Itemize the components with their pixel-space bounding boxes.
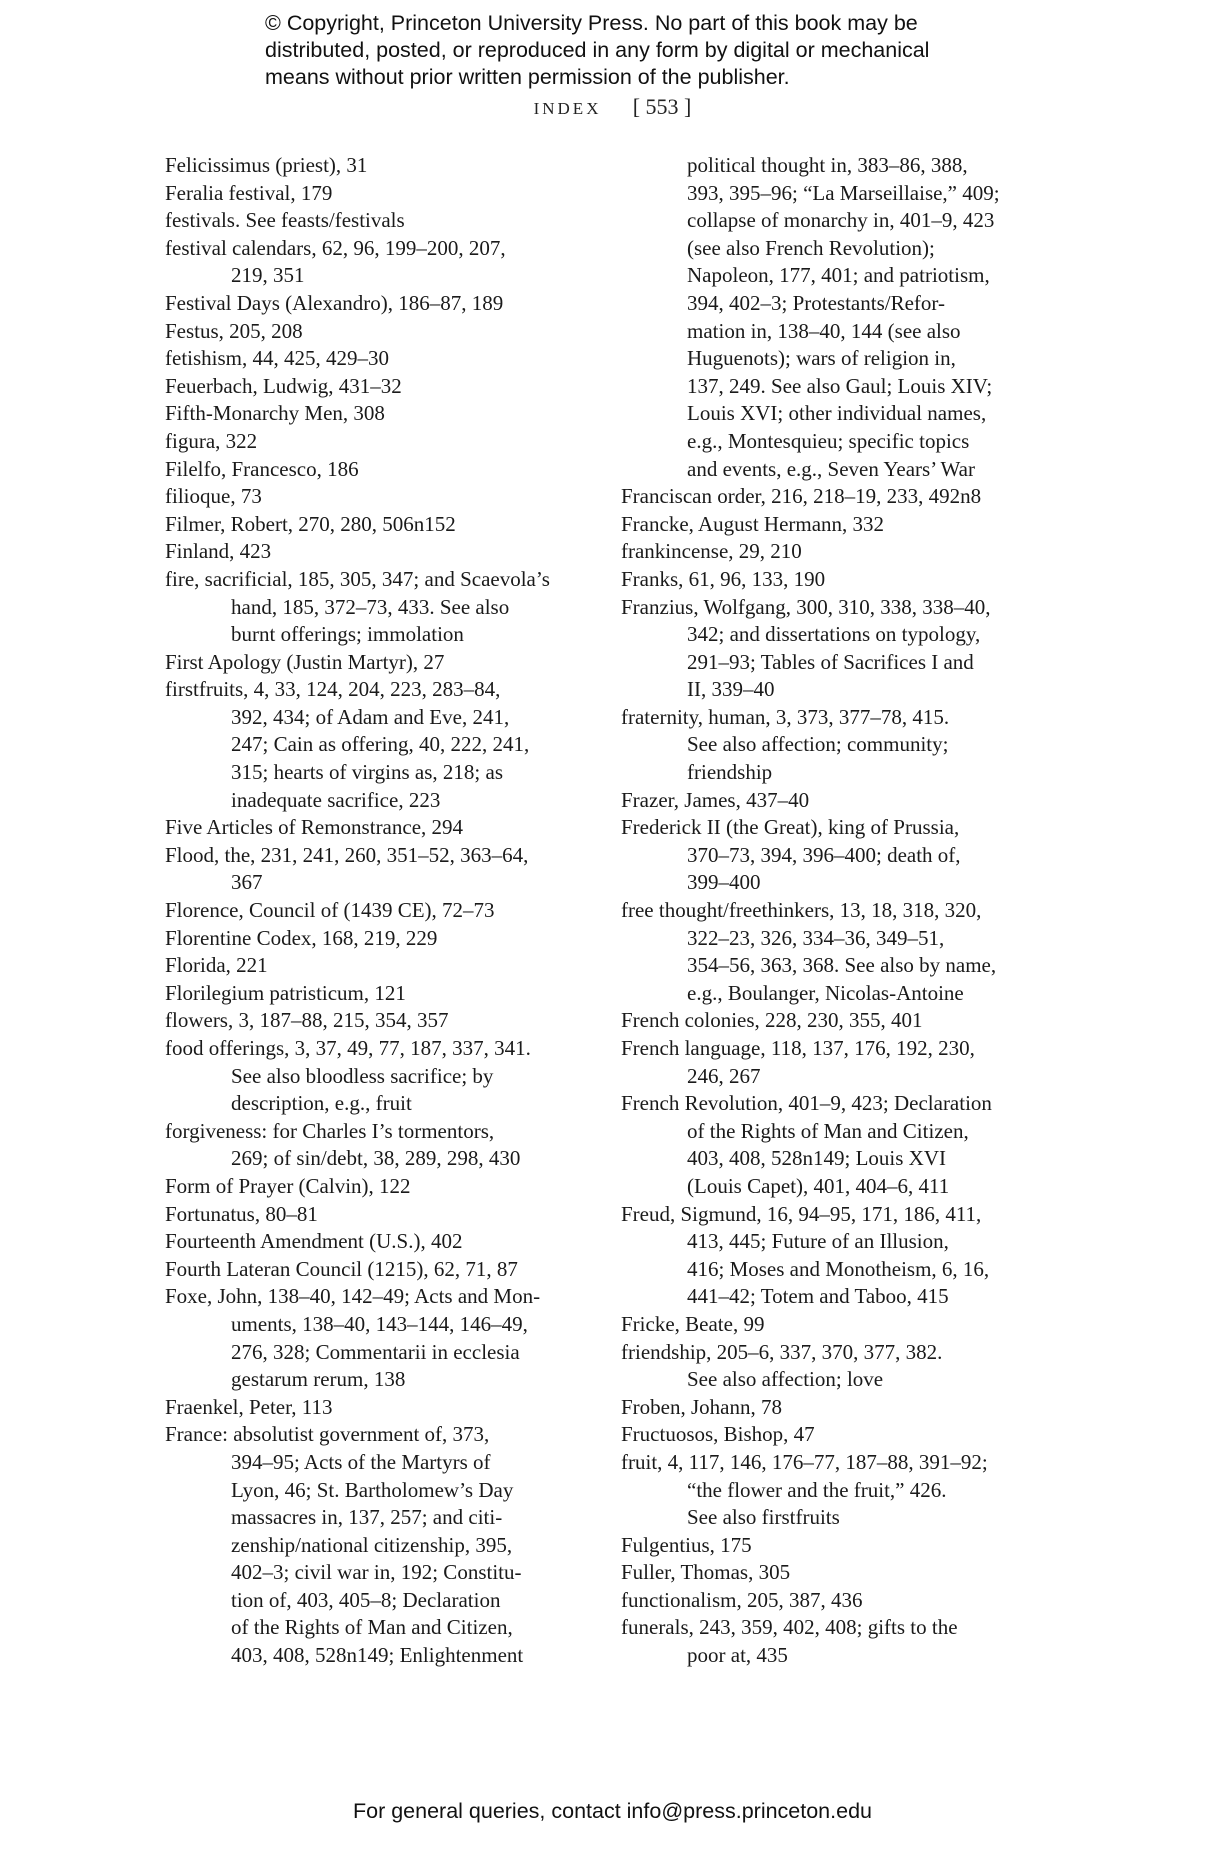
index-entry: France: absolutist government of, 373, xyxy=(165,1422,490,1447)
index-entry: free thought/freethinkers, 13, 18, 318, 320, xyxy=(621,898,982,923)
index-entry: Form of Prayer (Calvin), 122 xyxy=(165,1173,411,1198)
copyright-line: © Copyright, Princeton University Press. No part of this book may be xyxy=(265,11,918,35)
index-entry: Fulgentius, 175 xyxy=(621,1532,752,1557)
index-subline: zenship/national citizenship, 395, xyxy=(231,1532,513,1557)
index-subline: See also firstfruits xyxy=(687,1505,840,1530)
index-subline: 392, 434; of Adam and Eve, 241, xyxy=(231,704,510,729)
index-entry: fruit, 4, 117, 146, 176–77, 187–88, 391–92; xyxy=(621,1449,988,1474)
index-entry: Foxe, John, 138–40, 142–49; Acts and Mon- xyxy=(165,1284,541,1309)
index-entry: Franciscan order, 216, 218–19, 233, 492n8 xyxy=(621,484,982,509)
index-subline: Napoleon, 177, 401; and patriotism, xyxy=(687,263,990,288)
index-entry: Festival Days (Alexandro), 186–87, 189 xyxy=(165,290,504,315)
index-entry: Francke, August Hermann, 332 xyxy=(621,511,885,536)
index-subline: 399–400 xyxy=(687,870,761,895)
index-entry: Florida, 221 xyxy=(165,953,268,978)
index-entry: friendship, 205–6, 337, 370, 377, 382. xyxy=(621,1339,943,1364)
index-subline: tion of, 403, 405–8; Declaration xyxy=(231,1587,501,1612)
index-entry: Fifth-Monarchy Men, 308 xyxy=(165,401,385,426)
index-subline: II, 339–40 xyxy=(687,677,775,702)
index-entry: Florilegium patristicum, 121 xyxy=(165,980,406,1005)
copyright-line: means without prior written permission of the publisher. xyxy=(265,65,790,89)
index-subline: 441–42; Totem and Taboo, 415 xyxy=(687,1284,949,1309)
index-subline: See also bloodless sacrifice; by xyxy=(231,1063,494,1088)
index-subline: 402–3; civil war in, 192; Constitu- xyxy=(231,1560,522,1585)
index-subline: 247; Cain as offering, 40, 222, 241, xyxy=(231,732,530,757)
index-subline: 269; of sin/debt, 38, 289, 298, 430 xyxy=(231,1146,521,1171)
index-entry: Felicissimus (priest), 31 xyxy=(165,153,368,177)
index-entry: Filelfo, Francesco, 186 xyxy=(165,456,359,481)
index-subline: e.g., Boulanger, Nicolas-Antoine xyxy=(687,980,964,1005)
index-entry: Fraenkel, Peter, 113 xyxy=(165,1394,333,1419)
index-subline: massacres in, 137, 257; and citi- xyxy=(231,1505,503,1530)
index-subline: 315; hearts of virgins as, 218; as xyxy=(231,760,503,785)
index-column-right xyxy=(621,152,1041,1670)
index-subline: 416; Moses and Monotheism, 6, 16, xyxy=(687,1256,990,1281)
index-subline: uments, 138–40, 143–144, 146–49, xyxy=(231,1311,528,1336)
index-entry: Flood, the, 231, 241, 260, 351–52, 363–64, xyxy=(165,842,529,867)
index-entry: firstfruits, 4, 33, 124, 204, 223, 283–84, xyxy=(165,677,501,702)
index-entry: Finland, 423 xyxy=(165,539,272,564)
index-entry: Feralia festival, 179 xyxy=(165,180,333,205)
index-entry: First Apology (Justin Martyr), 27 xyxy=(165,649,445,674)
index-entry: Franzius, Wolfgang, 300, 310, 338, 338–40, xyxy=(621,594,991,619)
index-subline: Lyon, 46; St. Bartholomew’s Day xyxy=(231,1477,514,1502)
index-entry: Frazer, James, 437–40 xyxy=(621,787,810,812)
index-entry: fraternity, human, 3, 373, 377–78, 415. xyxy=(621,704,950,729)
index-entry: food offerings, 3, 37, 49, 77, 187, 337, 341. xyxy=(165,1036,531,1060)
index-subline: of the Rights of Man and Citizen, xyxy=(231,1615,513,1640)
index-entry: festival calendars, 62, 96, 199–200, 207, xyxy=(165,235,506,260)
index-entry: Fuller, Thomas, 305 xyxy=(621,1560,791,1585)
index-entry: French language, 118, 137, 176, 192, 230, xyxy=(621,1036,975,1060)
index-subline: (see also French Revolution); xyxy=(687,235,935,260)
index-subline: e.g., Montesquieu; specific topics xyxy=(687,428,970,453)
index-subline: collapse of monarchy in, 401–9, 423 xyxy=(687,208,995,233)
index-subline: description, e.g., fruit xyxy=(231,1091,412,1116)
index-entry: filioque, 73 xyxy=(165,484,262,509)
index-subline: 291–93; Tables of Sacrifices I and xyxy=(687,649,974,674)
index-entry: Filmer, Robert, 270, 280, 506n152 xyxy=(165,511,456,536)
index-entry: French colonies, 228, 230, 355, 401 xyxy=(621,1008,923,1033)
index-entry: frankincense, 29, 210 xyxy=(621,539,802,564)
index-entry: funerals, 243, 359, 402, 408; gifts to the xyxy=(621,1615,958,1640)
index-subline: 394–95; Acts of the Martyrs of xyxy=(231,1449,491,1474)
index-subline: 403, 408, 528n149; Enlightenment xyxy=(231,1643,524,1668)
index-subline: 354–56, 363, 368. See also by name, xyxy=(687,953,997,978)
index-subline: of the Rights of Man and Citizen, xyxy=(687,1118,969,1143)
index-subline: 413, 445; Future of an Illusion, xyxy=(687,1229,949,1254)
index-subline: (Louis Capet), 401, 404–6, 411 xyxy=(687,1173,950,1198)
index-entry: Festus, 205, 208 xyxy=(165,318,303,343)
index-subline: friendship xyxy=(687,760,773,785)
index-subline: 367 xyxy=(231,870,263,895)
index-entry: figura, 322 xyxy=(165,428,258,453)
index-entry: Fortunatus, 80–81 xyxy=(165,1201,318,1226)
index-entry: Feuerbach, Ludwig, 431–32 xyxy=(165,373,402,398)
index-entry: festivals. See feasts/festivals xyxy=(165,208,405,233)
index-subline: hand, 185, 372–73, 433. See also xyxy=(231,594,510,619)
index-subline: 137, 249. See also Gaul; Louis XIV; xyxy=(687,373,993,398)
index-entry: Fructuosos, Bishop, 47 xyxy=(621,1422,815,1447)
index-entry: forgiveness: for Charles I’s tormentors, xyxy=(165,1118,495,1143)
index-subline: 393, 395–96; “La Marseillaise,” 409; xyxy=(687,180,1000,205)
index-entry: fetishism, 44, 425, 429–30 xyxy=(165,346,389,371)
index-subline: mation in, 138–40, 144 (see also xyxy=(687,318,961,343)
index-subline: 219, 351 xyxy=(231,263,305,288)
index-subline: See also affection; love xyxy=(687,1367,884,1392)
index-subline: and events, e.g., Seven Years’ War xyxy=(687,456,975,481)
index-column-left xyxy=(165,152,595,1670)
index-entry: Fourth Lateran Council (1215), 62, 71, 87 xyxy=(165,1256,518,1281)
running-head-label: INDEX xyxy=(533,99,602,118)
index-entry: fire, sacrificial, 185, 305, 347; and Scaevola’s xyxy=(165,566,550,591)
index-entry: French Revolution, 401–9, 423; Declaration xyxy=(621,1091,992,1116)
footer-contact: For general queries, contact info@press.princeton.edu xyxy=(352,1799,872,1823)
running-head xyxy=(0,94,1225,120)
index-entry: Five Articles of Remonstrance, 294 xyxy=(165,815,464,840)
index-subline: gestarum rerum, 138 xyxy=(231,1367,406,1392)
index-subline: See also affection; community; xyxy=(687,732,949,757)
index-subline: 403, 408, 528n149; Louis XVI xyxy=(687,1146,946,1171)
copyright-notice xyxy=(265,10,1025,91)
index-subline: 342; and dissertations on typology, xyxy=(687,622,981,647)
index-subline: burnt offerings; immolation xyxy=(231,622,464,647)
index-subline: 394, 402–3; Protestants/Refor- xyxy=(687,290,945,315)
index-entry: functionalism, 205, 387, 436 xyxy=(621,1587,863,1612)
index-entry: Franks, 61, 96, 133, 190 xyxy=(621,566,826,591)
page-number: [ 553 ] xyxy=(632,94,692,119)
index-subline: 246, 267 xyxy=(687,1063,761,1088)
index-subline: 322–23, 326, 334–36, 349–51, xyxy=(687,925,945,950)
index-subline: political thought in, 383–86, 388, xyxy=(687,153,968,177)
index-subline: “the flower and the fruit,” 426. xyxy=(687,1477,947,1502)
index-entry: Fourteenth Amendment (U.S.), 402 xyxy=(165,1229,463,1254)
index-subline: Louis XVI; other individual names, xyxy=(687,401,987,426)
index-subline: poor at, 435 xyxy=(687,1643,788,1668)
index-subline: inadequate sacrifice, 223 xyxy=(231,787,441,812)
index-entry: Froben, Johann, 78 xyxy=(621,1394,782,1419)
index-entry: flowers, 3, 187–88, 215, 354, 357 xyxy=(165,1008,449,1033)
index-subline: Huguenots); wars of religion in, xyxy=(687,346,956,371)
index-entry: Freud, Sigmund, 16, 94–95, 171, 186, 411, xyxy=(621,1201,982,1226)
index-entry: Frederick II (the Great), king of Prussia, xyxy=(621,815,960,840)
copyright-line: distributed, posted, or reproduced in any form by digital or mechanical xyxy=(265,38,930,62)
index-subline: 370–73, 394, 396–400; death of, xyxy=(687,842,961,867)
index-entry: Florence, Council of (1439 CE), 72–73 xyxy=(165,898,495,923)
index-entry: Florentine Codex, 168, 219, 229 xyxy=(165,925,438,950)
index-entry: Fricke, Beate, 99 xyxy=(621,1311,765,1336)
index-subline: 276, 328; Commentarii in ecclesia xyxy=(231,1339,520,1364)
